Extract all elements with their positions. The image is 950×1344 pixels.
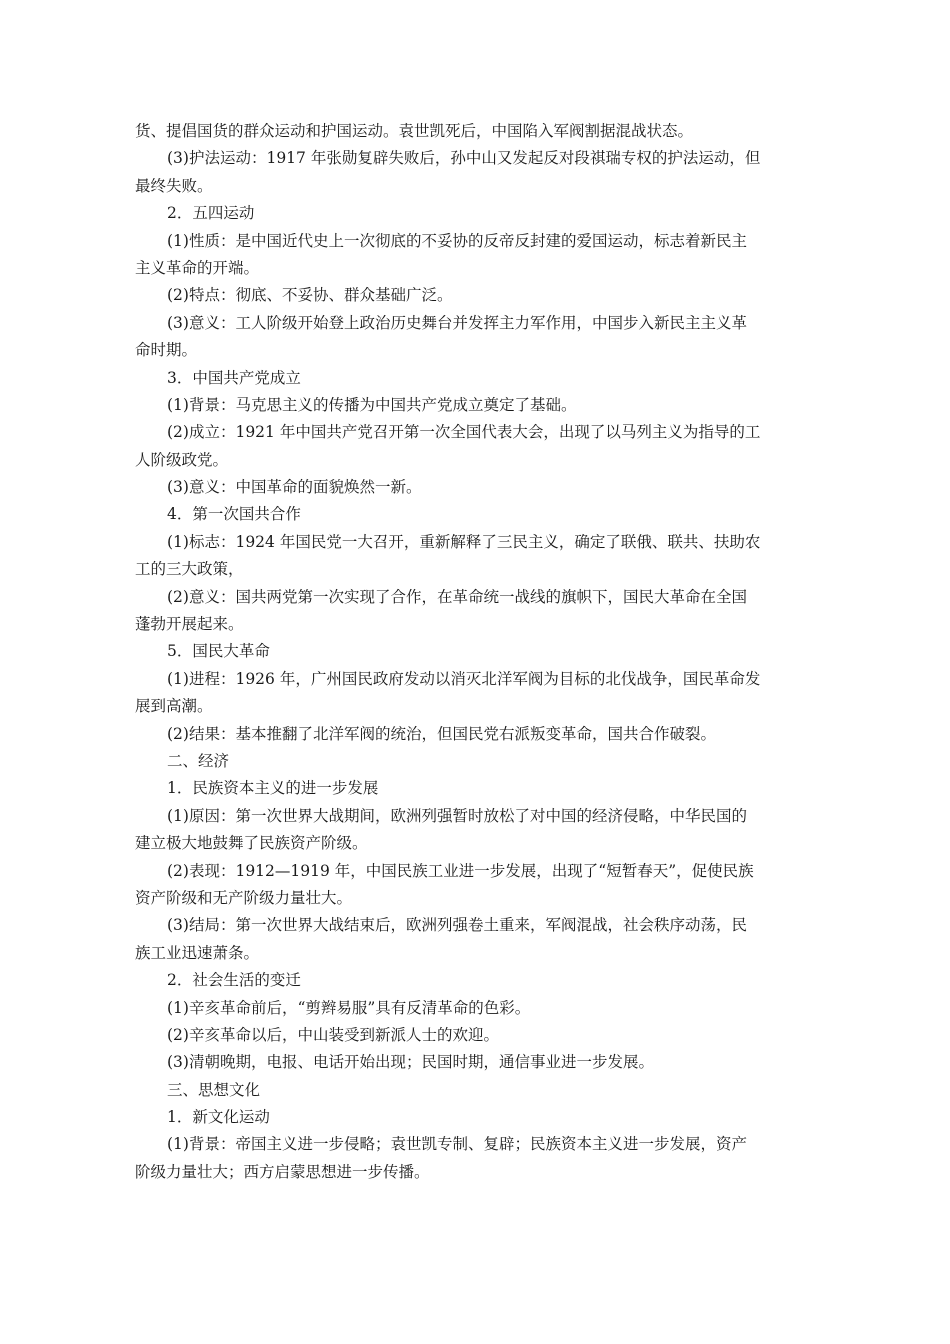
text-line: (3)意义：中国革命的面貌焕然一新。 [167,478,422,497]
text-line: (2)特点：彻底、不妥协、群众基础广泛。 [167,286,453,305]
text-line: (1)标志：1924 年国民党一大召开，重新解释了三民主义，确定了联俄、联共、扶助农 [167,532,761,551]
text-line: (2)表现：1912—1919 年，中国民族工业进一步发展，出现了“短暂春天”，促使民族 [167,861,754,880]
text-line: 1．民族资本主义的进一步发展 [167,779,379,798]
text-line: (1)性质：是中国近代史上一次彻底的不妥协的反帝反封建的爱国运动，标志着新民主 [167,231,747,250]
text-line: (1)背景：马克思主义的传播为中国共产党成立奠定了基础。 [167,395,577,414]
text-line: (1)原因：第一次世界大战期间，欧洲列强暂时放松了对中国的经济侵略，中华民国的 [167,806,747,825]
text-line: (3)护法运动：1917 年张勋复辟失败后，孙中山又发起反对段祺瑞专权的护法运动，但 [167,149,761,168]
text-line: 二、经济 [167,751,230,770]
text-line: 最终失败。 [135,176,213,195]
text-line: 工的三大政策， [135,560,244,579]
text-line: 5．国民大革命 [167,642,270,661]
text-line: (1)辛亥革命前后，“剪辫易服”具有反清革命的色彩。 [167,998,531,1017]
text-line: 1．新文化运动 [167,1108,270,1127]
text-line: 命时期。 [135,341,198,360]
text-line: 3．中国共产党成立 [167,368,301,387]
text-line: 蓬勃开展起来。 [135,615,244,634]
text-line: 三、思想文化 [167,1080,261,1099]
text-line: (1)进程：1926 年，广州国民政府发动以消灭北洋军阀为目标的北伐战争，国民革命发 [167,669,761,688]
text-line: (1)背景：帝国主义进一步侵略；袁世凯专制、复辟；民族资本主义进一步发展，资产 [167,1135,747,1154]
text-line: (2)意义：国共两党第一次实现了合作，在革命统一战线的旗帜下，国民大革命在全国 [167,587,747,606]
text-line: 族工业迅速萧条。 [135,943,260,962]
text-line: (3)结局：第一次世界大战结束后，欧洲列强卷土重来，军阀混战，社会秩序动荡，民 [167,916,747,935]
text-line: (2)结果：基本推翻了北洋军阀的统治，但国民党右派叛变革命，国共合作破裂。 [167,724,716,743]
text-line: 人阶级政党。 [135,450,229,469]
text-line: (3)清朝晚期，电报、电话开始出现；民国时期，通信事业进一步发展。 [167,1053,654,1072]
text-line: (2)成立：1921 年中国共产党召开第一次全国代表大会，出现了以马列主义为指导的工 [167,423,761,442]
text-line: (2)辛亥革命以后，中山装受到新派人士的欢迎。 [167,1025,499,1044]
text-line: 建立极大地鼓舞了民族资产阶级。 [135,834,368,853]
text-line: 货、提倡国货的群众运动和护国运动。袁世凯死后，中国陷入军阀割据混战状态。 [135,122,694,140]
text-line: 2．五四运动 [167,204,255,223]
document-body [135,118,815,1186]
text-line: 资产阶级和无产阶级力量壮大。 [135,888,353,907]
text-line: 展到高潮。 [135,697,213,716]
text-line: 主义革命的开端。 [135,258,260,277]
text-line: 阶级力量壮大；西方启蒙思想进一步传播。 [135,1162,430,1181]
text-line: (3)意义：工人阶级开始登上政治历史舞台并发挥主力军作用，中国步入新民主主义革 [167,313,747,332]
text-line: 4．第一次国共合作 [167,505,301,524]
text-line: 2．社会生活的变迁 [167,971,301,990]
